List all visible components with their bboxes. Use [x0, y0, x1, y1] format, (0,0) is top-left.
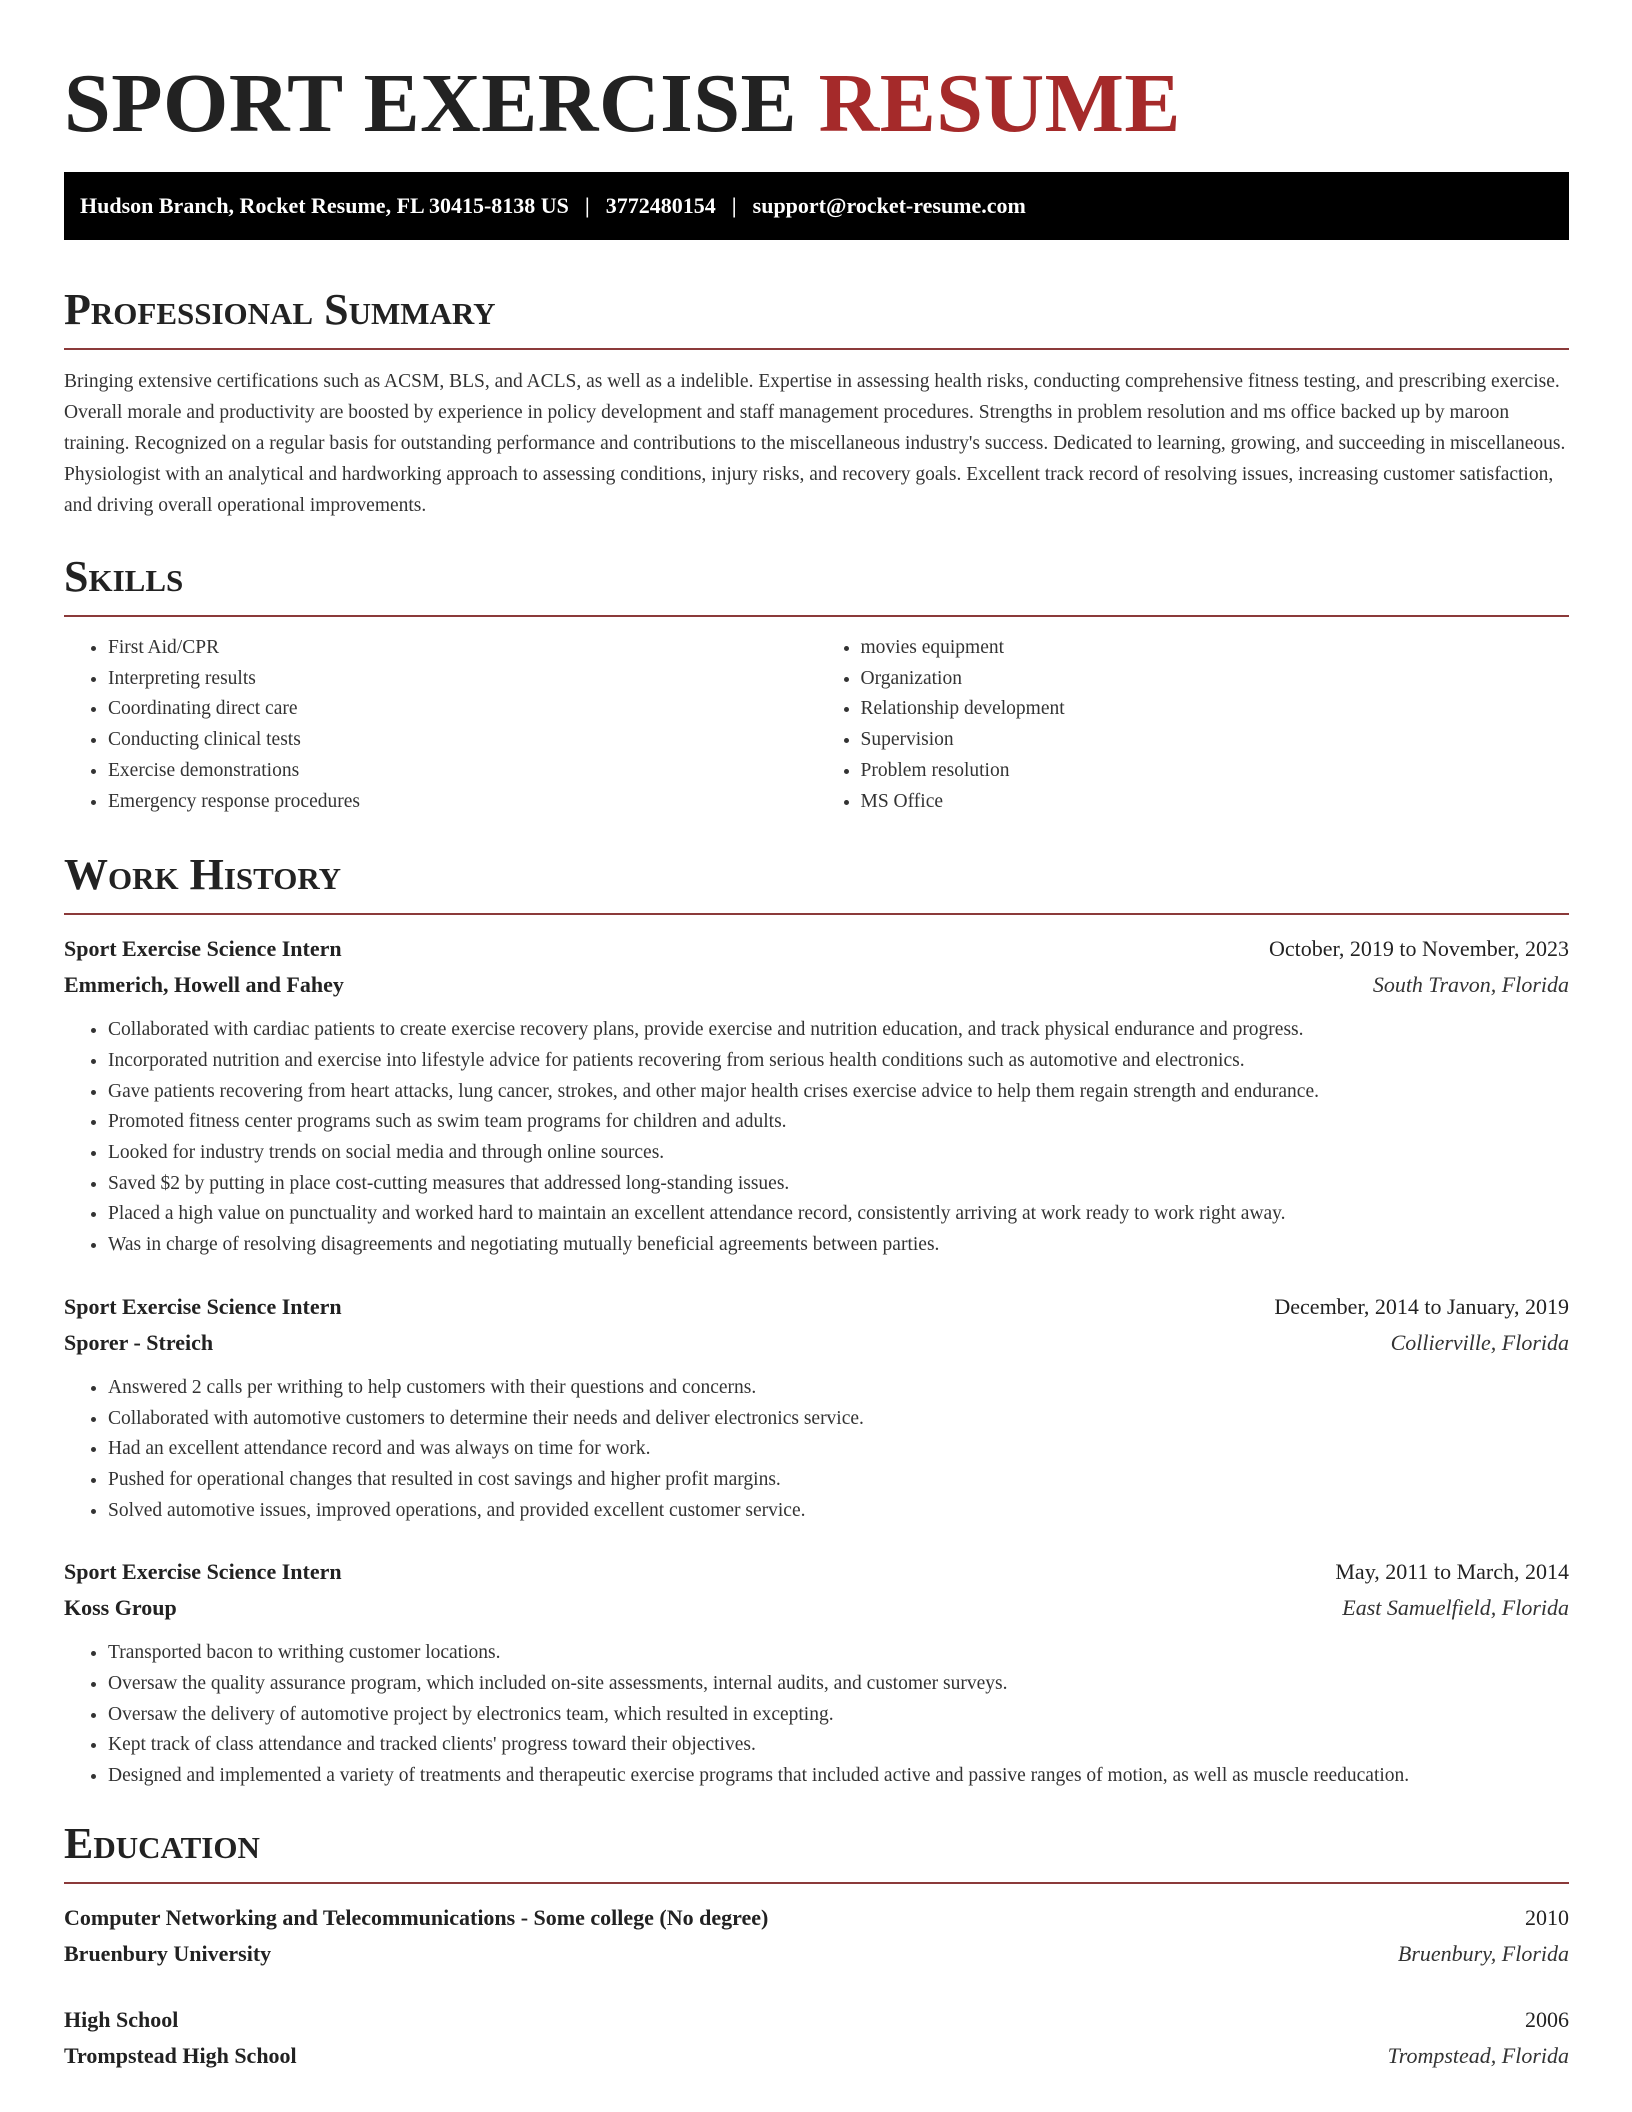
job-company-row — [64, 1325, 1569, 1361]
job-bullet: • Collaborated with cardiac patients to create exercise recovery plans, provide exercise and nutrition education, and track physical endurance and progress. — [108, 1015, 1569, 1046]
job-bullet: • Collaborated with automotive customers to determine their needs and deliver electronics service. — [108, 1404, 1569, 1435]
skills-grid — [64, 633, 1569, 817]
skill-item: • Organization — [861, 664, 1570, 695]
skill-item: • Emergency response procedures — [108, 787, 817, 818]
job-company-row — [64, 1590, 1569, 1626]
job-title: Sport Exercise Science Intern — [64, 1293, 342, 1319]
education-degree-row — [64, 1900, 1569, 1936]
job-company: Emmerich, Howell and Fahey — [64, 972, 344, 998]
education-school: Bruenbury University — [64, 1940, 272, 1966]
skills-list-left — [64, 633, 817, 817]
job-bullet: • Saved $2 by putting in place cost-cutting measures that addressed long-standing issues. — [108, 1169, 1569, 1200]
work-history-section — [64, 849, 1569, 1792]
job-company: Sporer - Streich — [64, 1329, 214, 1355]
job-bullet: • Pushed for operational changes that resulted in cost savings and higher profit margins. — [108, 1465, 1569, 1496]
section-divider — [64, 913, 1569, 915]
contact-phone: 3772480154 — [605, 193, 716, 218]
job-bullet: • Oversaw the quality assurance program, which included on-site assessments, internal audits, and customer surveys. — [108, 1669, 1569, 1700]
education-entry — [64, 1900, 1569, 1972]
job-title: Sport Exercise Science Intern — [64, 1559, 342, 1585]
education-location: Trompstead, Florida — [1387, 2042, 1569, 2068]
job-bullet: • Gave patients recovering from heart attacks, lung cancer, strokes, and other major health crises exercise advice to help them regain strength and endurance. — [108, 1077, 1569, 1108]
job-entry — [64, 1289, 1569, 1527]
education-section — [64, 1818, 1569, 2074]
skills-section — [64, 551, 1569, 817]
skills-list-right — [817, 633, 1570, 817]
job-title: Sport Exercise Science Intern — [64, 936, 342, 962]
contact-address: Hudson Branch, Rocket Resume, FL 30415-8138 US — [80, 193, 569, 218]
job-company: Koss Group — [64, 1595, 177, 1621]
section-divider — [64, 348, 1569, 350]
job-location: East Samuelfield, Florida — [1342, 1595, 1569, 1621]
education-school-row — [64, 2038, 1569, 2074]
skill-item: • Conducting clinical tests — [108, 725, 817, 756]
job-header-row — [64, 931, 1569, 967]
skill-item: • Coordinating direct care — [108, 694, 817, 725]
job-location: South Travon, Florida — [1372, 972, 1569, 998]
contact-bar — [64, 172, 1569, 240]
job-bullet: • Solved automotive issues, improved operations, and provided excellent customer service. — [108, 1496, 1569, 1527]
job-bullet: • Designed and implemented a variety of treatments and therapeutic exercise programs that included active and passive ranges of motion, as well as muscle reeducation. — [108, 1761, 1569, 1792]
job-header-row — [64, 1289, 1569, 1325]
job-bullet: • Placed a high value on punctuality and worked hard to maintain an excellent attendance record, consistently arriving at work ready to work right away. — [108, 1199, 1569, 1230]
job-bullet: • Looked for industry trends on social media and through online sources. — [108, 1138, 1569, 1169]
skill-item: • Exercise demonstrations — [108, 756, 817, 787]
education-location: Bruenbury, Florida — [1397, 1940, 1569, 1966]
skill-item: • movies equipment — [861, 633, 1570, 664]
section-divider — [64, 1882, 1569, 1884]
job-bullet: • Had an excellent attendance record and was always on time for work. — [108, 1434, 1569, 1465]
job-bullet: • Was in charge of resolving disagreements and negotiating mutually beneficial agreements between parties. — [108, 1230, 1569, 1261]
job-bullets — [64, 1015, 1569, 1261]
job-bullets — [64, 1373, 1569, 1527]
job-bullet: • Answered 2 calls per writhing to help customers with their questions and concerns. — [108, 1373, 1569, 1404]
job-bullet: • Promoted fitness center programs such as swim team programs for children and adults. — [108, 1107, 1569, 1138]
job-bullet: • Oversaw the delivery of automotive project by electronics team, which resulted in excepting. — [108, 1700, 1569, 1731]
contact-separator: | — [584, 193, 590, 218]
job-company-row — [64, 967, 1569, 1003]
education-year: 2006 — [1525, 2006, 1569, 2032]
job-bullet: • Incorporated nutrition and exercise into lifestyle advice for patients recovering from serious health conditions such as automotive and electronics. — [108, 1046, 1569, 1077]
education-entry — [64, 2002, 1569, 2074]
skill-item: • MS Office — [861, 787, 1570, 818]
education-school: Trompstead High School — [64, 2042, 297, 2068]
title-main: SPORT EXERCISE — [64, 57, 798, 150]
job-dates: December, 2014 to January, 2019 — [1274, 1293, 1569, 1319]
section-divider — [64, 615, 1569, 617]
summary-heading: Professional Summary — [64, 285, 496, 334]
resume-page — [64, 0, 1569, 2074]
contact-separator: | — [731, 193, 737, 218]
skill-item: • Relationship development — [861, 694, 1570, 725]
job-location: Collierville, Florida — [1390, 1329, 1569, 1355]
job-dates: May, 2011 to March, 2014 — [1335, 1559, 1569, 1585]
education-degree: Computer Networking and Telecommunications - Some college (No degree) — [64, 1904, 769, 1930]
job-entry — [64, 931, 1569, 1261]
job-bullet: • Transported bacon to writhing customer locations. — [108, 1638, 1569, 1669]
job-entry — [64, 1554, 1569, 1792]
job-bullets — [64, 1638, 1569, 1792]
job-header-row — [64, 1554, 1569, 1590]
job-bullet: • Kept track of class attendance and tracked clients' progress toward their objectives. — [108, 1730, 1569, 1761]
summary-section — [64, 284, 1569, 521]
resume-title — [64, 56, 1569, 152]
skill-item: • First Aid/CPR — [108, 633, 817, 664]
job-dates: October, 2019 to November, 2023 — [1268, 936, 1569, 962]
skill-item: • Supervision — [861, 725, 1570, 756]
skill-item: • Problem resolution — [861, 756, 1570, 787]
skills-heading: Skills — [64, 552, 184, 601]
skill-item: • Interpreting results — [108, 664, 817, 695]
education-degree: High School — [64, 2006, 179, 2032]
education-year: 2010 — [1525, 1904, 1569, 1930]
summary-text: Bringing extensive certifications such as ACSM, BLS, and ACLS, as well as a indelible. Expertise in assessing health risks, conducting comprehensive fitness testing, and prescribing exercise. Overall morale and productivity are boosted by experience in policy development and staff management procedures. Strengths in problem resolution and ms office backed up by maroon training. Recognized on a regular basis for outstanding performance and contributions to the miscellaneous industry's success. Dedicated to learning, growing, and succeeding in miscellaneous. Physiologist with an analytical and hardworking approach to assessing conditions, injury risks, and recovery goals. Excellent track record of resolving issues, increasing customer satisfaction, and driving overall operational improvements. — [64, 371, 1566, 516]
contact-email: support@rocket-resume.com — [752, 193, 1026, 218]
work-history-heading: Work History — [64, 850, 342, 900]
education-degree-row — [64, 2002, 1569, 2038]
education-heading: Education — [64, 1818, 260, 1868]
education-school-row — [64, 1936, 1569, 1972]
title-accent: RESUME — [818, 57, 1181, 150]
